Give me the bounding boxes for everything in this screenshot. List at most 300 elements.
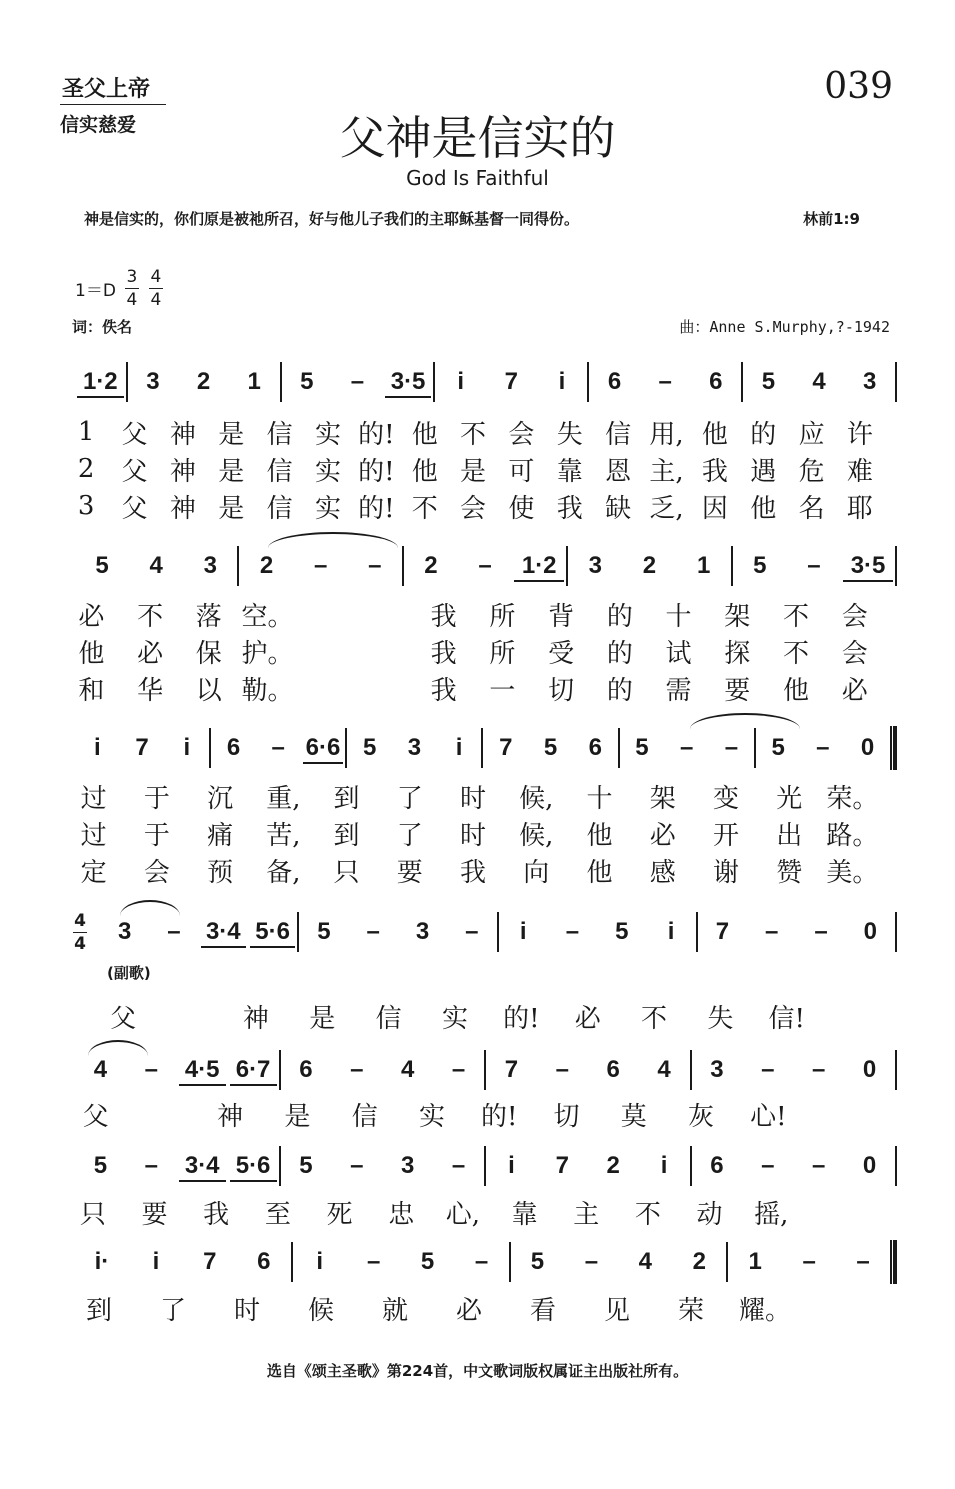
notation-row-7: [75, 1242, 897, 1282]
lyric-char: 靠: [556, 456, 583, 487]
lyric-char: 架: [724, 601, 751, 632]
note: 4: [638, 1248, 653, 1275]
lyric-char: 候,: [519, 820, 554, 851]
lyric-char: 到: [333, 783, 360, 814]
lyric-char: 过: [80, 820, 107, 851]
note: i: [457, 368, 465, 395]
note: –: [856, 1248, 870, 1275]
note: i: [455, 734, 463, 761]
lyric-char: 恩: [605, 456, 632, 487]
lyric-char: 不: [641, 1003, 668, 1034]
lyric-row-5: [62, 1096, 802, 1132]
note: 5: [771, 734, 785, 761]
note: –: [812, 1056, 826, 1083]
note: 2: [196, 368, 211, 395]
lyric-char: 1: [77, 417, 95, 447]
lyric-char: 所: [489, 638, 516, 669]
notation-row-2: [75, 546, 897, 586]
lyric-char: 变: [712, 783, 739, 814]
lyric-char: 切: [548, 675, 575, 706]
lyric-char: 和: [78, 675, 105, 706]
note: –: [816, 734, 830, 761]
lyric-char: 乏,: [649, 493, 684, 524]
scripture-reference: 林前1:9: [803, 210, 860, 228]
lyric-char: 失: [707, 1003, 734, 1034]
lyric-char: 父: [121, 456, 148, 487]
lyric-char: 神: [217, 1101, 244, 1132]
lyric-char: 一: [489, 675, 516, 706]
note: –: [814, 918, 828, 945]
lyric-char: 缺: [605, 493, 632, 524]
lyric-char: 只: [333, 857, 360, 888]
lyric-char: 靠: [511, 1199, 538, 1230]
note: –: [144, 1056, 158, 1083]
lyric-char: 他: [411, 419, 438, 450]
lyric-char: 候: [307, 1295, 334, 1326]
lyric-char: 至: [264, 1199, 291, 1230]
lyric-char: 感: [649, 857, 676, 888]
note: i: [519, 918, 527, 945]
lyric-char: 他: [701, 419, 728, 450]
note: 6: [588, 734, 602, 761]
lyric-char: 的: [750, 419, 777, 450]
note: 5: [420, 1248, 435, 1275]
lyric-row-7: [62, 1290, 802, 1326]
note: 6: [257, 1248, 271, 1275]
note: 6: [607, 368, 622, 395]
note: 7: [555, 1152, 569, 1179]
lyric-char: 必: [455, 1295, 482, 1326]
lyric-char: 2: [77, 454, 95, 484]
note: 3·4: [199, 918, 248, 946]
lyric-char: 危: [798, 456, 825, 487]
note: 6: [299, 1056, 313, 1083]
tie-arc: [690, 713, 800, 729]
note: 3·5: [841, 552, 895, 580]
lyric-char: 不: [782, 601, 809, 632]
lyric-char: 他: [78, 638, 105, 669]
note: i: [558, 368, 566, 395]
lyric-char: 要: [396, 857, 423, 888]
note: –: [812, 1152, 826, 1179]
lyric-char: 沉: [207, 783, 234, 814]
lyric-char: 不: [411, 493, 438, 524]
lyric-char: 实: [314, 419, 341, 450]
note: –: [366, 918, 380, 945]
note: –: [368, 552, 382, 579]
lyric-char: 难: [846, 456, 873, 487]
note: 6·7: [228, 1056, 279, 1084]
lyric-char: 向: [523, 857, 550, 888]
note: 0: [862, 1152, 877, 1179]
lyric-row-2-2: [62, 633, 884, 669]
lyric-row-3-1: [62, 778, 884, 814]
bar-line: [895, 1146, 897, 1186]
lyric-char: 必: [137, 638, 164, 669]
lyric-char: 路。: [826, 820, 879, 851]
lyric-char: 到: [85, 1295, 112, 1326]
notation-row-1: [75, 362, 897, 402]
note: 7: [504, 1056, 519, 1083]
lyric-char: 出: [776, 820, 803, 851]
lyric-char: 会: [143, 857, 170, 888]
note: i: [667, 918, 675, 945]
note: 5: [93, 1152, 108, 1179]
note: –: [474, 1248, 489, 1275]
note: i: [94, 734, 101, 761]
note: 4·5: [177, 1056, 228, 1084]
note: 3·4: [177, 1152, 228, 1180]
note: 6·6: [301, 734, 346, 762]
hymn-number: 039: [824, 66, 893, 107]
lyric-char: 重,: [266, 783, 301, 814]
lyric-char: 不: [782, 638, 809, 669]
lyric-char: 是: [309, 1003, 336, 1034]
lyric-char: 的: [606, 601, 633, 632]
note: –: [478, 552, 492, 579]
notation-row-4: [100, 912, 897, 952]
time-signature-2: $\frac{4}{4}$: [150, 267, 162, 310]
note: –: [451, 1056, 466, 1083]
lyric-char: 开: [712, 820, 739, 851]
note: 6: [226, 734, 241, 761]
note: 5: [317, 918, 331, 945]
note: 5·6: [228, 1152, 279, 1180]
note: –: [802, 1248, 816, 1275]
note: 0: [860, 734, 875, 761]
lyric-char: 可: [508, 456, 535, 487]
lyric-char: 我: [430, 675, 457, 706]
lyric-char: 必: [574, 1003, 601, 1034]
lyric-char: 父: [121, 493, 148, 524]
lyric-row-3-2: [62, 815, 884, 851]
lyric-char: 会: [841, 638, 868, 669]
time-signature-1: $\frac{3}{4}$: [126, 267, 138, 310]
lyric-char: 我: [701, 456, 728, 487]
final-bar-line: [890, 1240, 897, 1284]
lyric-char: 十: [665, 601, 692, 632]
lyric-char: 忠: [388, 1199, 415, 1230]
lyric-char: 见: [603, 1295, 630, 1326]
lyric-char: 我: [430, 601, 457, 632]
lyric-char: 预: [207, 857, 234, 888]
lyric-char: 使: [508, 493, 535, 524]
lyric-row-3-3: [62, 852, 884, 888]
final-bar-line: [890, 726, 897, 770]
note: 5: [95, 552, 109, 579]
note: –: [658, 368, 672, 395]
lyric-char: 是: [284, 1101, 311, 1132]
note: 3: [710, 1056, 724, 1083]
note: 5: [300, 368, 314, 395]
note: 4: [812, 368, 826, 395]
lyric-char: 荣: [677, 1295, 704, 1326]
lyric-char: 切: [553, 1101, 580, 1132]
lyric-char: 于: [143, 820, 170, 851]
lyric-char: 背: [548, 601, 575, 632]
lyric-char: 神: [169, 419, 196, 450]
notation-row-3: [75, 728, 897, 768]
lyric-char: 就: [381, 1295, 408, 1326]
note: –: [350, 1056, 364, 1083]
lyric-row-6: [62, 1194, 802, 1230]
lyric-char: 我: [203, 1199, 230, 1230]
lyric-char: 神: [169, 493, 196, 524]
note: –: [761, 1152, 775, 1179]
lyric-char: 实: [314, 493, 341, 524]
lyric-char: 勒。: [241, 675, 294, 706]
lyric-char: 主: [573, 1199, 600, 1230]
note: 7: [715, 918, 730, 945]
note: 3: [146, 368, 160, 395]
note: 0: [863, 918, 878, 945]
note: –: [144, 1152, 158, 1179]
lyric-char: 定: [80, 857, 107, 888]
copyright-footer: 选自《颂主圣歌》第224首，中文歌词版权属证主出版社所有。: [266, 1362, 689, 1380]
lyric-char: 父: [82, 1101, 109, 1132]
note: 3: [407, 734, 422, 761]
lyric-char: 候,: [519, 783, 554, 814]
lyric-char: 受: [548, 638, 575, 669]
chorus-label: (副歌): [107, 964, 151, 982]
lyric-char: 主,: [649, 456, 684, 487]
lyric-row-4: [90, 998, 820, 1034]
note: 3: [401, 1152, 415, 1179]
note: 3: [117, 918, 132, 945]
note: –: [350, 1152, 364, 1179]
lyric-char: 痛: [207, 820, 234, 851]
note: 5: [635, 734, 649, 761]
note: 6: [710, 1152, 724, 1179]
lyric-char: 荣。: [826, 783, 879, 814]
lyric-char: 他: [750, 493, 777, 524]
note: 4: [93, 1056, 108, 1083]
lyric-char: 神: [169, 456, 196, 487]
bar-line: [895, 912, 897, 952]
lyric-char: 3: [77, 491, 95, 521]
lyric-char: 谢: [712, 857, 739, 888]
lyric-char: 信!: [768, 1003, 805, 1034]
lyric-char: 应: [798, 419, 825, 450]
note: 1: [247, 368, 261, 395]
lyric-char: 他: [586, 857, 613, 888]
lyric-char: 实: [314, 456, 341, 487]
note: i·: [94, 1248, 110, 1275]
lyric-char: 父: [121, 419, 148, 450]
note: 2: [606, 1152, 620, 1179]
lyric-char: 莫: [620, 1101, 647, 1132]
note: 5: [761, 368, 776, 395]
note: 1·2: [75, 368, 126, 396]
note: 1: [696, 552, 711, 579]
bar-line: [895, 362, 897, 402]
lyric-char: 我: [430, 638, 457, 669]
bar-line: [895, 546, 897, 586]
hymn-title: 父神是信实的: [339, 111, 616, 165]
lyric-char: 华: [137, 675, 164, 706]
notation-row-5: [75, 1050, 897, 1090]
lyric-char: 神: [242, 1003, 269, 1034]
lyric-char: 用,: [649, 419, 684, 450]
category-bottom: 信实慈爱: [60, 114, 137, 136]
lyric-char: 时: [233, 1295, 260, 1326]
lyric-char: 不: [460, 419, 487, 450]
note: 3: [588, 552, 603, 579]
note: –: [565, 918, 580, 945]
lyric-char: 动: [696, 1199, 723, 1230]
note: 6: [709, 368, 723, 395]
lyric-char: 保: [195, 638, 222, 669]
lyric-char: 必: [649, 820, 676, 851]
lyric-char: 需: [665, 675, 692, 706]
note: i: [660, 1152, 668, 1179]
lyric-char: 的: [606, 675, 633, 706]
note: 2: [424, 552, 438, 579]
note: 4: [657, 1056, 671, 1083]
lyric-char: 名: [798, 493, 825, 524]
lyric-char: 赞: [776, 857, 803, 888]
lyric-char: 十: [586, 783, 613, 814]
note: 3: [415, 918, 430, 945]
lyric-char: 的!: [481, 1101, 518, 1132]
lyric-char: 是: [460, 456, 487, 487]
key-label: 1＝D: [75, 281, 116, 301]
lyric-row-2-3: [62, 670, 884, 706]
lyric-char: 耀。: [738, 1295, 791, 1326]
note: 4: [401, 1056, 415, 1083]
lyric-char: 到: [333, 820, 360, 851]
lyric-char: 的!: [358, 493, 395, 524]
lyric-char: 许: [846, 419, 873, 450]
note: 5: [299, 1152, 313, 1179]
lyric-char: 摇,: [754, 1199, 789, 1230]
lyric-char: 不: [137, 601, 164, 632]
lyric-char: 信: [266, 456, 293, 487]
lyric-char: 信: [266, 419, 293, 450]
scripture-text: 神是信实的，你们原是被祂所召，好与他儿子我们的主耶稣基督一同得份。: [84, 210, 580, 228]
note: 5: [615, 918, 629, 945]
lyric-char: 灰: [688, 1101, 715, 1132]
lyric-char: 他: [782, 675, 809, 706]
lyric-char: 架: [649, 783, 676, 814]
lyric-char: 不: [634, 1199, 661, 1230]
note: –: [724, 734, 739, 761]
lyric-char: 于: [143, 783, 170, 814]
lyric-char: 父: [110, 1003, 137, 1034]
note: 5: [362, 734, 377, 761]
note: –: [555, 1056, 569, 1083]
note: 7: [499, 734, 513, 761]
note: 0: [862, 1056, 877, 1083]
lyric-char: 是: [218, 493, 245, 524]
lyric-row-2-1: [62, 596, 884, 632]
lyric-row-1-2: [62, 451, 884, 487]
note: 7: [135, 734, 149, 761]
lyric-char: 要: [141, 1199, 168, 1230]
lyric-char: 信: [605, 419, 632, 450]
lyric-char: 探: [724, 638, 751, 669]
lyric-char: 信: [351, 1101, 378, 1132]
note: –: [167, 918, 181, 945]
category-top: 圣父上帝: [62, 76, 151, 102]
note: –: [350, 368, 365, 395]
note: 1: [748, 1248, 762, 1275]
key-signature: [75, 266, 164, 311]
note: 3·5: [383, 368, 434, 396]
lyric-char: 实: [418, 1101, 445, 1132]
note: –: [680, 734, 694, 761]
note: i: [508, 1152, 515, 1179]
lyric-char: 空。: [241, 601, 294, 632]
lyric-char: 失: [556, 419, 583, 450]
lyric-char: 我: [556, 493, 583, 524]
lyric-char: 的!: [503, 1003, 540, 1034]
lyric-char: 是: [218, 419, 245, 450]
note: i: [152, 1248, 160, 1275]
lyric-char: 他: [586, 820, 613, 851]
note: –: [465, 918, 479, 945]
lyric-char: 备,: [266, 857, 301, 888]
lyric-char: 我: [460, 857, 487, 888]
note: 2: [642, 552, 657, 579]
note: –: [271, 734, 285, 761]
note: 7: [504, 368, 518, 395]
lyric-char: 了: [159, 1295, 186, 1326]
lyric-char: 看: [529, 1295, 556, 1326]
lyric-char: 心!: [750, 1101, 787, 1132]
note: 4: [149, 552, 163, 579]
note: –: [313, 552, 328, 579]
note: 2: [692, 1248, 706, 1275]
note: 5: [530, 1248, 545, 1275]
lyric-char: 过: [80, 783, 107, 814]
bar-line: [895, 1050, 897, 1090]
note: –: [451, 1152, 466, 1179]
note: 3: [863, 368, 877, 395]
lyric-row-1-1: [62, 414, 884, 450]
lyric-char: 会: [508, 419, 535, 450]
lyric-char: 光: [776, 783, 803, 814]
lyric-char: 落: [195, 601, 222, 632]
lyric-char: 实: [441, 1003, 468, 1034]
note: 5: [753, 552, 767, 579]
note: –: [761, 1056, 775, 1083]
lyric-char: 遇: [750, 456, 777, 487]
lyric-char: 的: [606, 638, 633, 669]
composer-credit: 曲：Anne S.Murphy,?-1942: [679, 318, 890, 336]
chorus-time-signature: 4 4: [74, 911, 86, 954]
lyric-char: 了: [396, 783, 423, 814]
lyric-char: 信: [375, 1003, 402, 1034]
note: 1·2: [512, 552, 566, 580]
note: 5: [543, 734, 558, 761]
notation-row-6: [75, 1146, 897, 1186]
note: 6: [606, 1056, 620, 1083]
lyric-char: 时: [460, 783, 487, 814]
note: –: [765, 918, 779, 945]
lyric-char: 苦,: [266, 820, 301, 851]
note: 3: [203, 552, 218, 579]
lyric-char: 的!: [358, 419, 395, 450]
lyric-char: 心,: [445, 1199, 480, 1230]
note: 7: [203, 1248, 217, 1275]
note: –: [807, 552, 821, 579]
lyric-char: 所: [489, 601, 516, 632]
lyric-char: 会: [460, 493, 487, 524]
note: 2: [259, 552, 274, 579]
lyric-char: 了: [396, 820, 423, 851]
lyric-char: 的!: [358, 456, 395, 487]
